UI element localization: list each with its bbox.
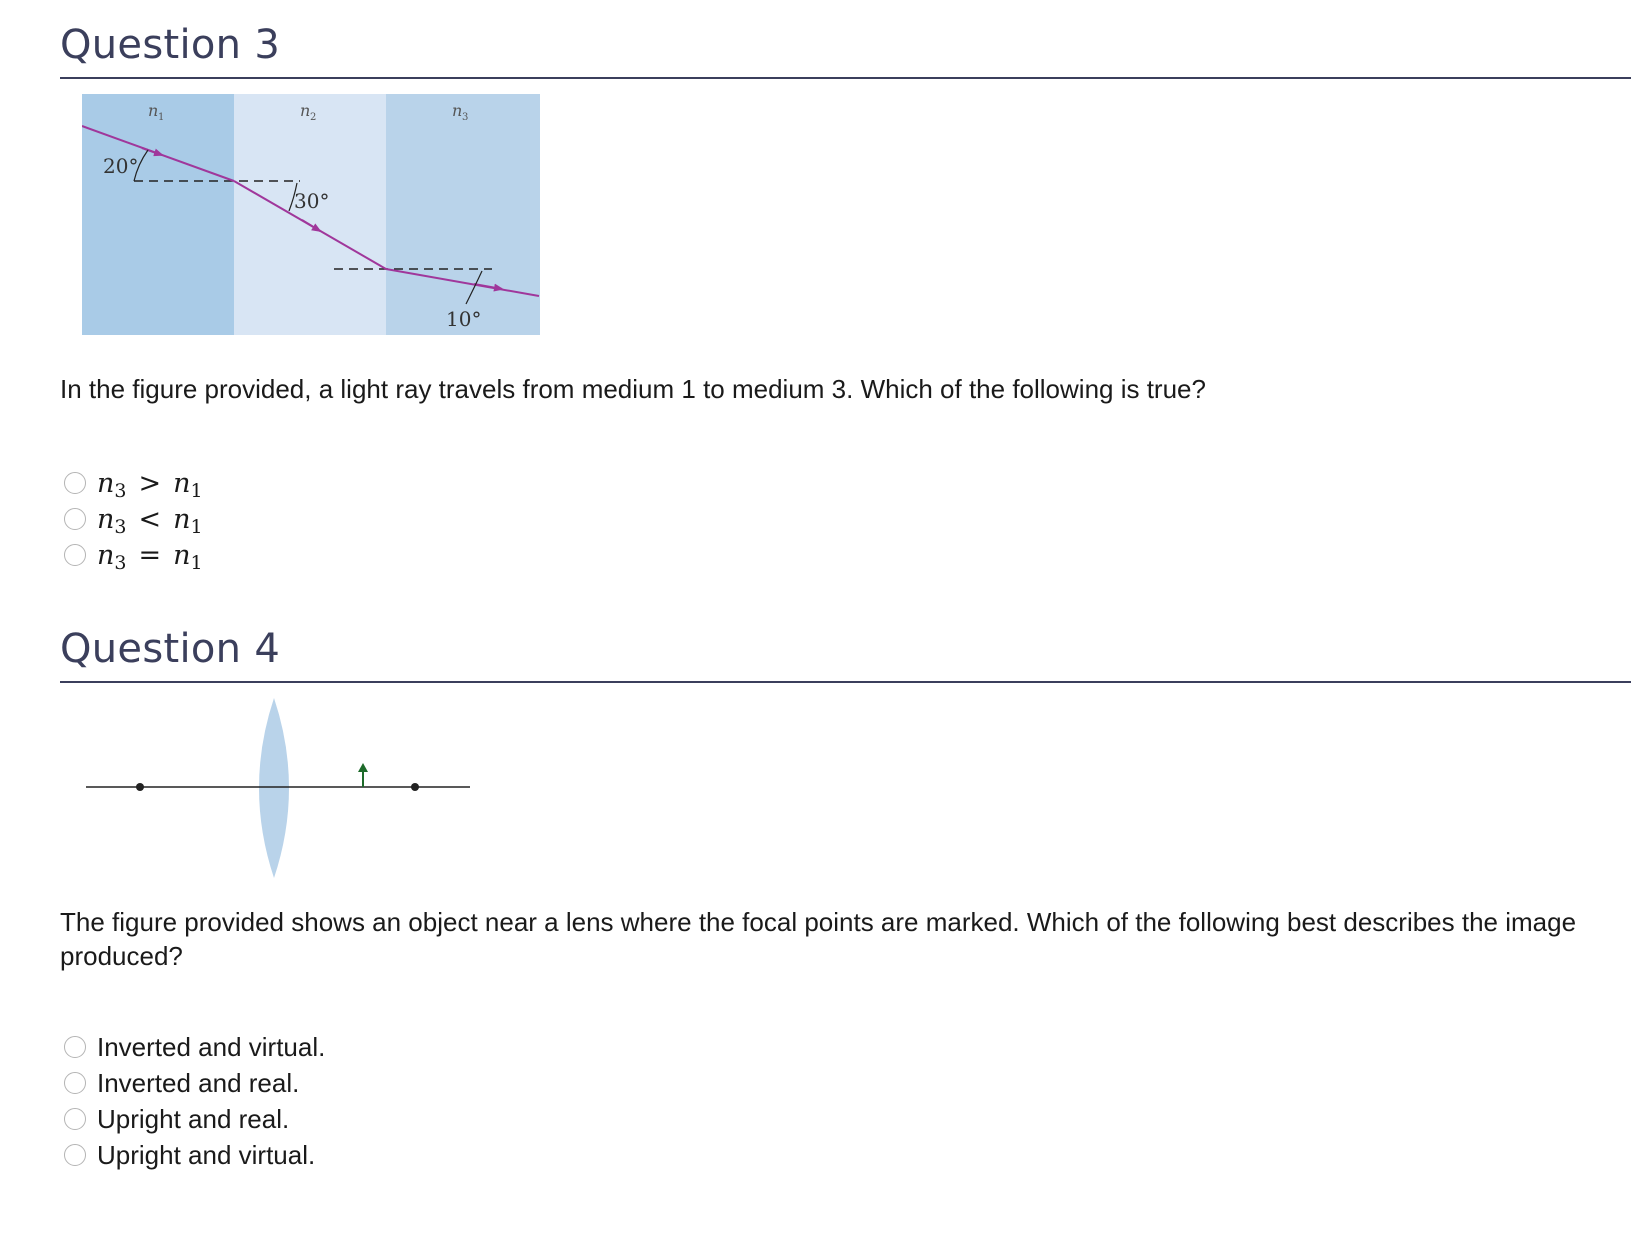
option-n3-less-n1[interactable] [64, 501, 203, 537]
option-upright-real[interactable] [64, 1101, 325, 1137]
svg-text:3: 3 [462, 112, 469, 123]
lens-figure [82, 696, 474, 880]
radio-button[interactable] [64, 472, 86, 494]
svg-text:n: n [300, 101, 311, 120]
question-3-prompt: In the figure provided, a light ray travels from medium 1 to medium 3. Which of the following is true? [60, 374, 1206, 404]
svg-text:n: n [452, 101, 463, 120]
question-4-divider [60, 681, 1631, 683]
option-math: $n_3 > n_1$ [97, 467, 203, 502]
question-4-options [64, 1029, 325, 1173]
option-label: Upright and virtual. [97, 1139, 316, 1170]
focal-point-right [411, 783, 419, 791]
angle-label-1: 20° [103, 154, 139, 178]
medium-3 [386, 94, 540, 335]
question-4-prompt: The figure provided shows an object near a lens where the focal points are marked. Which of the following best describes the image produced? [60, 907, 1577, 971]
radio-button[interactable] [64, 544, 86, 566]
question-3-divider [60, 77, 1631, 79]
option-n3-greater-n1[interactable] [64, 465, 203, 501]
question-3-options [64, 465, 203, 573]
option-n3-equal-n1[interactable] [64, 537, 203, 573]
svg-text:n: n [148, 101, 159, 120]
medium-1 [82, 94, 234, 335]
option-inverted-virtual[interactable] [64, 1029, 325, 1065]
radio-button[interactable] [64, 1072, 86, 1094]
radio-button[interactable] [64, 508, 86, 530]
angle-label-2: 30° [294, 189, 330, 213]
option-upright-virtual[interactable] [64, 1137, 325, 1173]
question-4-title: Question 4 [60, 626, 281, 672]
option-label: Upright and real. [97, 1103, 290, 1134]
radio-button[interactable] [64, 1144, 86, 1166]
radio-button[interactable] [64, 1108, 86, 1130]
option-math: $n_3 = n_1$ [97, 539, 203, 574]
focal-point-left [136, 783, 144, 791]
option-math: $n_3 < n_1$ [97, 503, 203, 538]
medium-2 [234, 94, 386, 335]
option-label: Inverted and real. [97, 1067, 300, 1098]
angle-label-3: 10° [446, 307, 482, 331]
question-3-title: Question 3 [60, 22, 281, 68]
svg-text:1: 1 [158, 112, 165, 123]
svg-text:2: 2 [310, 112, 317, 123]
option-label: Inverted and virtual. [97, 1031, 326, 1062]
refraction-figure [82, 94, 540, 335]
radio-button[interactable] [64, 1036, 86, 1058]
converging-lens [259, 698, 289, 878]
object-arrow [358, 763, 368, 787]
option-inverted-real[interactable] [64, 1065, 325, 1101]
